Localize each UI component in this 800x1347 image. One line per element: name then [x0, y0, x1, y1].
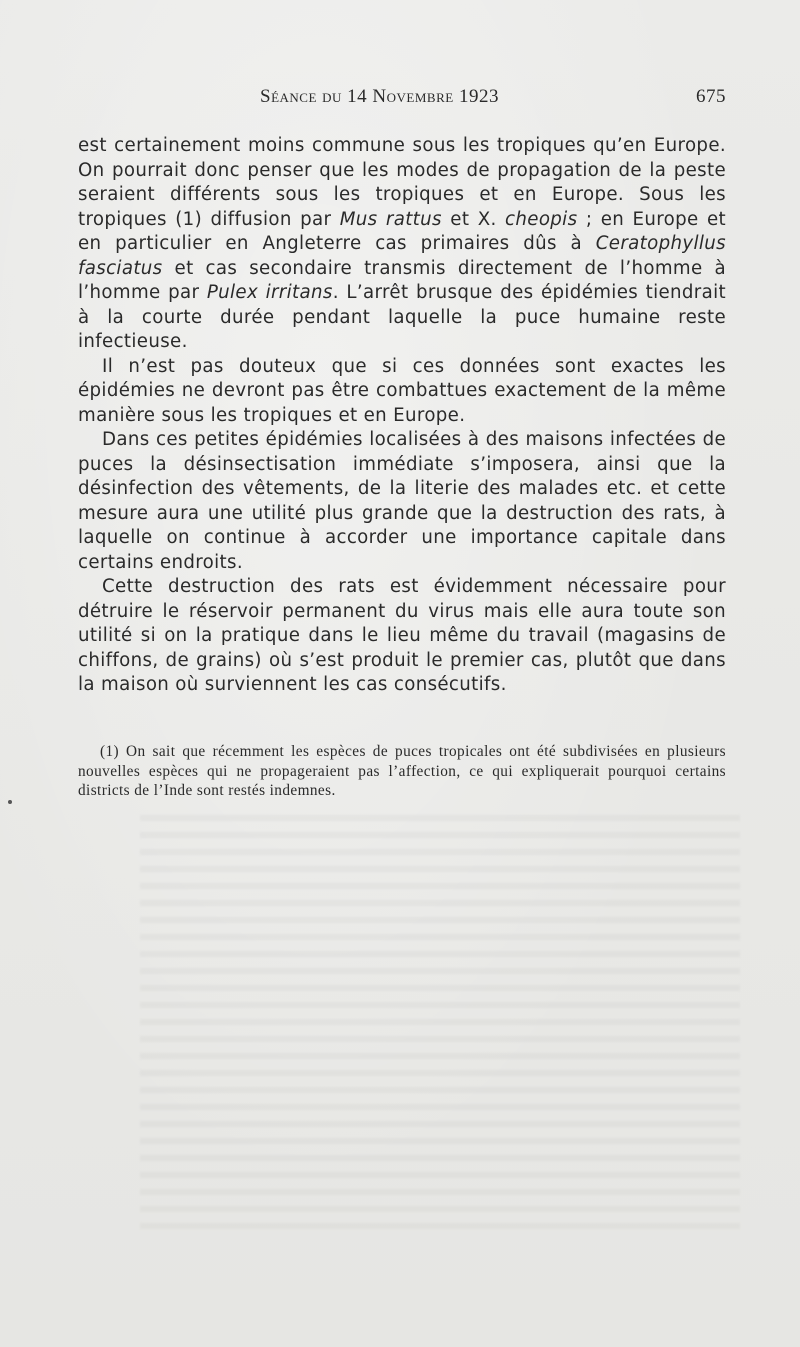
- species-pulex-irritans: Pulex irritans: [206, 282, 333, 303]
- paragraph-1-part-e: . L’arrêt brusque des épidémies tiendrait à la courte durée pendant laquelle la puce humaine reste infectieuse.: [78, 282, 726, 352]
- paragraph-3: Dans ces petites épidémies localisées à des maisons infectées de puces la désinsectisation immédiate s’imposera, ainsi que la désinfection des vêtements, de la literie des malades etc. et cette mesure aura une utilité plus grande que la destruction des rats, à laquelle on continue à accorder une importance capitale dans certains endroits.: [78, 429, 726, 573]
- main-text: [78, 134, 726, 698]
- paragraph-1-part-b: et X.: [441, 208, 506, 230]
- paragraph-1-part-a: est certainement moins commune sous les tropiques qu’en Europe. On pourrait donc penser que les modes de propagation de la peste seraient différents sous les tropiques et en Europe. Sous les tropiques (1) diffusion par: [78, 135, 726, 230]
- paragraph-1-part-c: ; en Europe et en particulier en Angleterre cas primaires dûs à: [78, 208, 727, 254]
- species-cheopis: cheopis: [505, 208, 578, 230]
- paragraph-1: [78, 134, 726, 355]
- ink-speck: [8, 800, 12, 804]
- paragraph-4: Cette destruction des rats est évidemment nécessaire pour détruire le réservoir permanent du virus mais elle aura toute son utilité si on la pratique dans le lieu même du travail (magasins de chiffons, de grains) où s’est produit le premier cas, plutôt que dans la maison où surviennent les cas consécutifs.: [78, 576, 726, 695]
- page-number: 675: [696, 86, 726, 107]
- footnote: (1) On sait que récemment les espèces de puces tropicales ont été subdivisées en plusieurs nouvelles espèces qui ne propageraient pas l’affection, ce qui expliquerait pourquoi certains districts de l’Inde sont restés indemnes.: [78, 743, 726, 799]
- species-mus-rattus: Mus rattus: [339, 208, 442, 230]
- page-header: [78, 86, 726, 116]
- running-title: Séance du 14 Novembre 1923: [260, 86, 499, 107]
- paragraph-1-part-d: et cas secondaire transmis directement de l’homme à l’homme par: [78, 257, 726, 303]
- paragraph-2: Il n’est pas douteux que si ces données sont exactes les épidémies ne devront pas être combattues exactement de la même manière sous les tropiques et en Europe.: [78, 355, 726, 426]
- species-ceratophyllus: Ceratophyllus fasciatus: [78, 233, 726, 279]
- show-through-text: [140, 815, 740, 1235]
